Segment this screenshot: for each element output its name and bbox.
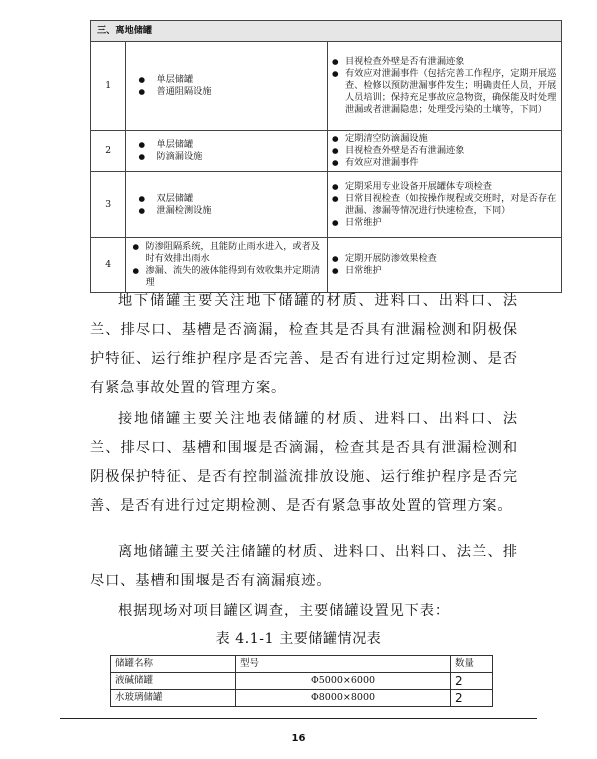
row-number: 1 (91, 42, 126, 131)
measure-item: ● 定期清空防滴漏设施 (332, 133, 557, 145)
paragraph-ground-tanks: 接地储罐主要关注地表储罐的材质、进料口、出料口、法兰、排尽口、基槽和围堰是否滴漏，检查其是否具有泄漏检测和阴极保护特征、是否有控制溢流排放设施、运行维护程序是否完善、是否有进行过定期检测、是否有紧急事故处置的管理方案。 (90, 411, 518, 514)
table-row (91, 238, 562, 293)
measure-cell (328, 172, 562, 238)
table-header-row (111, 656, 493, 673)
tank-model-cell: Φ5000×6000 (236, 673, 451, 690)
facility-item: ● 单层储罐 (130, 139, 323, 151)
measure-cell (328, 131, 562, 172)
facility-item: ● 单层储罐 (130, 74, 323, 86)
tank-name-cell: 水玻璃储罐 (111, 690, 236, 707)
tank-quantity-cell: 2 (451, 690, 493, 707)
facility-cell (126, 42, 328, 131)
facility-item: ● 防渗阻隔系统，且能防止雨水进入，或者及时有效排出雨水 (130, 241, 323, 265)
header-model: 型号 (236, 656, 451, 673)
facility-item: ● 双层储罐 (130, 193, 323, 205)
measure-item: ● 日常目视检查（如按操作规程或交班时，对是否存在泄漏、渗漏等情况进行快速检查，下同） (332, 193, 557, 217)
page-number: 16 (291, 733, 306, 744)
tank-table (110, 655, 493, 707)
facility-item: ● 渗漏、流失的液体能得到有效收集并定期清理 (130, 265, 323, 289)
table-caption: 表 4.1-1 主要储罐情况表 (215, 631, 382, 647)
facility-cell (126, 131, 328, 172)
storage-measures-table (90, 20, 562, 293)
tank-name-cell: 液碱储罐 (111, 673, 236, 690)
tank-model-cell: Φ8000×8000 (236, 690, 451, 707)
row-number: 4 (91, 238, 126, 293)
measure-item: ● 目视检查外壁是否有泄漏迹象 (332, 56, 557, 68)
paragraph-underground-tanks: 地下储罐主要关注地下储罐的材质、进料口、出料口、法兰、排尽口、基槽是否滴漏，检查其是否具有泄漏检测和阴极保护特征、运行维护程序是否完善、是否有进行过定期检测、是否有紧急事故处置的管理方案。 (90, 293, 518, 396)
measure-cell (328, 238, 562, 293)
row-number: 3 (91, 172, 126, 238)
measure-item: ● 日常维护 (332, 265, 557, 277)
header-quantity: 数量 (451, 656, 493, 673)
paragraph-survey-intro: 根据现场对项目罐区调查，主要储罐设置见下表： (118, 603, 450, 619)
paragraph-elevated-tanks: 离地储罐主要关注储罐的材质、进料口、出料口、法兰、排尽口、基槽和围堰是否有滴漏痕迹。 (90, 544, 518, 589)
facility-item: ● 防滴漏设施 (130, 151, 323, 163)
table-row (111, 690, 493, 707)
table-row (111, 673, 493, 690)
facility-cell (126, 172, 328, 238)
measure-item: ● 定期开展防渗效果检查 (332, 253, 557, 265)
measure-item: ● 目视检查外壁是否有泄漏迹象 (332, 145, 557, 157)
table-row (91, 131, 562, 172)
measure-item: ● 日常维护 (332, 217, 557, 229)
facility-item: ● 泄漏检测设施 (130, 205, 323, 217)
facility-cell (126, 238, 328, 293)
table-row (91, 42, 562, 131)
measure-item: ● 有效应对泄漏事件（包括完善工作程序，定期开展巡查、检修以预防泄漏事件发生；明确责任人员，开展人员培训；保持充足事故应急物资，确保能及时处理泄漏或者泄漏隐患；处理受污染的土壤等，下同） (332, 68, 557, 116)
section-title: 三、离地储罐 (91, 21, 562, 42)
section-header-row (91, 21, 562, 42)
row-number: 2 (91, 131, 126, 172)
measure-item: ● 有效应对泄漏事件 (332, 157, 557, 169)
tank-quantity-cell: 2 (451, 673, 493, 690)
facility-item: ● 普通阻隔设施 (130, 86, 323, 98)
header-tank-name: 储罐名称 (111, 656, 236, 673)
footer-divider (60, 718, 537, 719)
measure-cell (328, 42, 562, 131)
table-row (91, 172, 562, 238)
measure-item: ● 定期采用专业设备开展罐体专项检查 (332, 181, 557, 193)
